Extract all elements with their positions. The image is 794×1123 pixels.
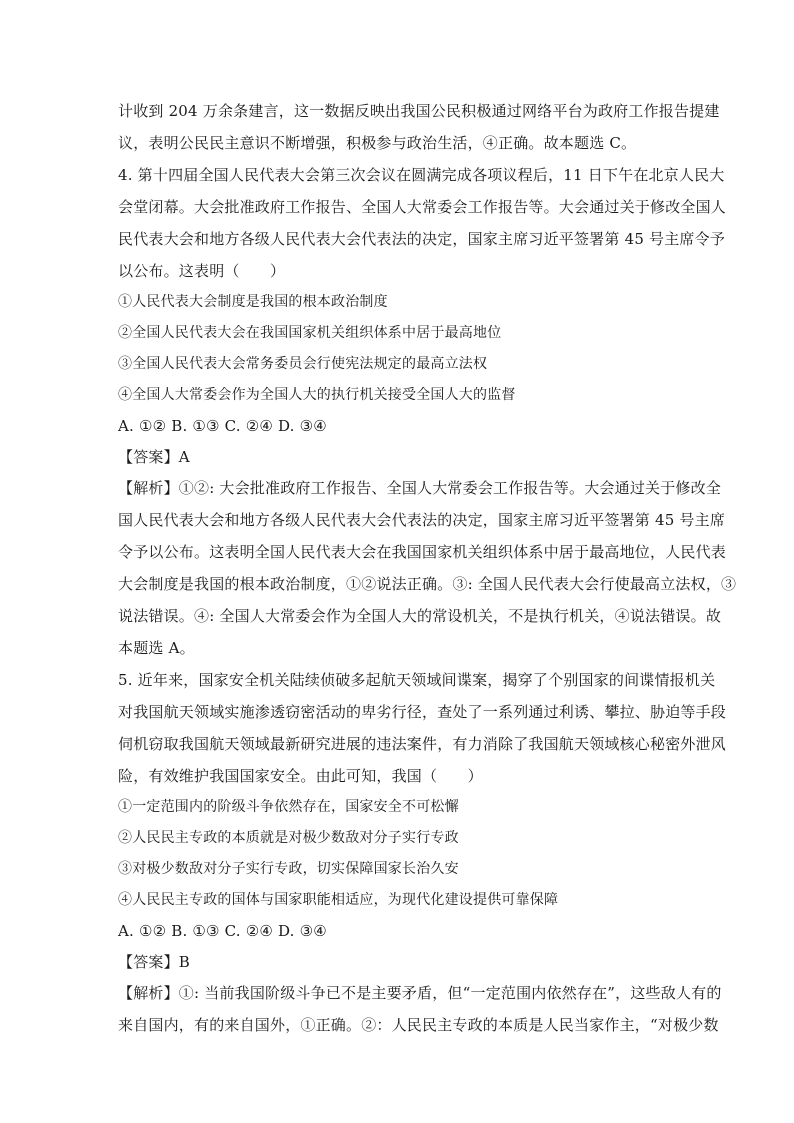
text-line: 议，表明公民民主意识不断增强，积极参与政治生活，④正确。故本题选 C。 xyxy=(118,134,637,152)
question-4-stem: 4. 第十四届全国人民代表大会第三次会议在圆满完成各项议程后，11 日下午在北京人民大 xyxy=(118,166,725,184)
option-statement: ①人民代表大会制度是我国的根本政治制度 xyxy=(118,294,388,310)
option-statement: ③对极少数敌对分子实行专政，切实保障国家长治久安 xyxy=(118,861,459,877)
question-5-stem: 5. 近年来，国家安全机关陆续侦破多起航天领域间谍案，揭穿了个别国家的间谍情报机关 xyxy=(118,671,716,689)
analysis-line: 本题选 A。 xyxy=(118,639,195,657)
answer-line: 【答案】A xyxy=(118,448,190,466)
option-statement: ④人民民主专政的国体与国家职能相适应，为现代化建设提供可靠保障 xyxy=(118,892,559,908)
text-line: 民代表大会和地方各级人民代表大会代表法的决定，国家主席习近平签署第 45 号主席令予 xyxy=(118,230,726,248)
answer-line: 【答案】B xyxy=(118,953,191,971)
answer-choices: A. ①② B. ①③ C. ②④ D. ③④ xyxy=(118,922,327,940)
text-line: 以公布。这表明（ ） xyxy=(118,262,286,280)
option-statement: ②全国人民代表大会在我国国家机关组织体系中居于最高地位 xyxy=(118,325,502,341)
option-statement: ③全国人民代表大会常务委员会行使宪法规定的最高立法权 xyxy=(118,356,488,372)
answer-choices: A. ①② B. ①③ C. ②④ D. ③④ xyxy=(118,417,327,435)
text-line: 对我国航天领域实施渗透窃密活动的卑劣行径，查处了一系列通过利诱、攀拉、胁迫等手段 xyxy=(118,703,727,721)
text-line: 伺机窃取我国航天领域最新研究进展的违法案件，有力消除了我国航天领域核心秘密外泄风 xyxy=(118,735,727,753)
analysis-line: 来自国内，有的来自国外，①正确。②：人民民主专政的本质是人民当家作主，“对极少数 xyxy=(118,1016,719,1034)
analysis-line: 令予以公布。这表明全国人民代表大会在我国国家机关组织体系中居于最高地位，人民代表 xyxy=(118,543,727,561)
analysis-line: 国人民代表大会和地方各级人民代表大会代表法的决定，国家主席习近平签署第 45 号主席 xyxy=(118,511,726,529)
text-line: 险，有效维护我国国家安全。由此可知，我国（ ） xyxy=(118,767,483,785)
analysis-line: 【解析】①: 当前我国阶级斗争已不是主要矛盾，但“一定范围内依然存在”，这些敌人有的 xyxy=(118,984,722,1002)
text-line: 会堂闭幕。大会批准政府工作报告、全国人大常委会工作报告等。大会通过关于修改全国人 xyxy=(118,198,727,216)
option-statement: ①一定范围内的阶级斗争依然存在，国家安全不可松懈 xyxy=(118,799,459,815)
analysis-line: 【解析】①②: 大会批准政府工作报告、全国人大常委会工作报告等。大会通过关于修改全 xyxy=(118,479,722,497)
analysis-line: 大会制度是我国的根本政治制度，①②说法正确。③: 全国人民代表大会行使最高立法权，③ xyxy=(118,575,737,593)
text-line: 计收到 204 万余条建言，这一数据反映出我国公民积极通过网络平台为政府工作报告提建 xyxy=(118,102,720,120)
analysis-line: 说法错误。④: 全国人大常委会作为全国人大的常设机关，不是执行机关，④说法错误。故 xyxy=(118,607,722,625)
option-statement: ④全国人大常委会作为全国人大的执行机关接受全国人大的监督 xyxy=(118,387,516,403)
option-statement: ②人民民主专政的本质就是对极少数敌对分子实行专政 xyxy=(118,830,459,846)
